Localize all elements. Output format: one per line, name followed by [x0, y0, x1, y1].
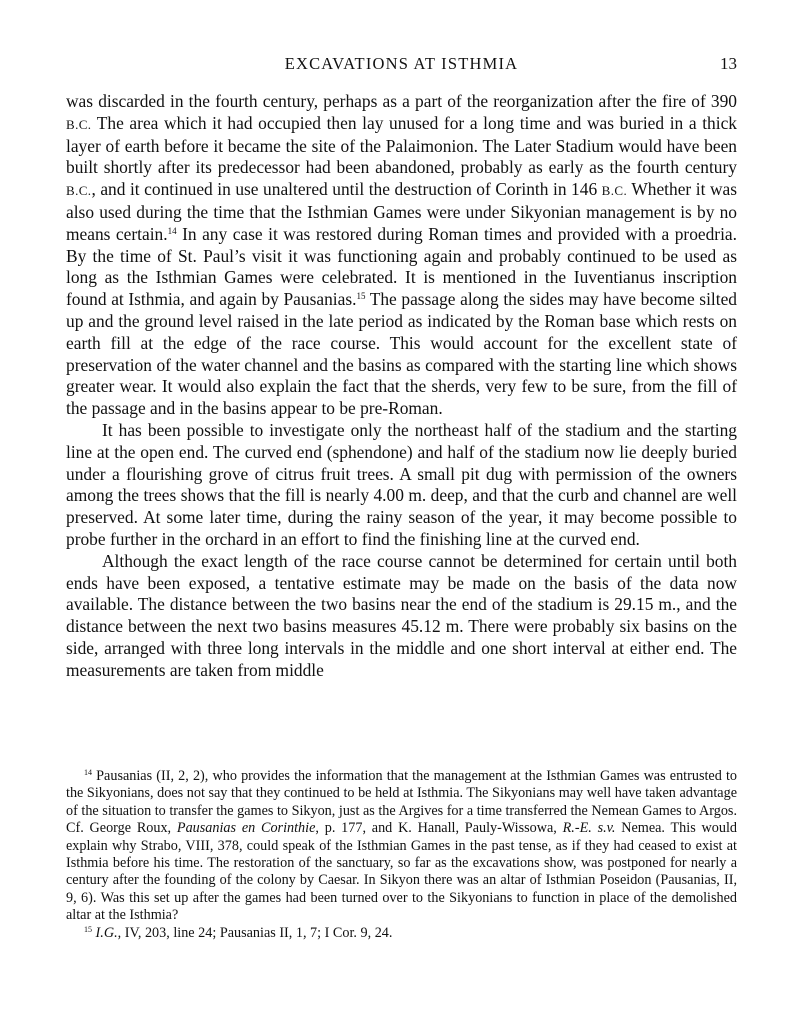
text-run: The area which it had occupied then lay unused for a long time and was buried in a thick layer of earth before it became the site of the Palaimonion. The Later Stadium would have been built shortly after its predecessor had been abandoned, probably as early as the fourth century [66, 112, 737, 178]
text-run: The passage along the sides may have become silted up and the ground level raised in the late period as indicated by the Roman base which rests on earth fill at the edge of the race course. This would account for the excellent state of preservation of the water channel and the basins as compared with the starting line which shows greater wear. It would also explain the fact that the sherds, very few to be sure, from the fill of the passage and in the basins appear to be pre-Roman. [66, 289, 737, 419]
reference-abbrev: R.-E. s.v. [562, 820, 616, 837]
footnotes [66, 768, 737, 942]
footnote-number: 14 [84, 768, 92, 777]
page-header [66, 54, 737, 78]
paragraph-1 [66, 91, 737, 420]
era-abbrev: B.C. [66, 183, 92, 199]
footnote-ref-15[interactable]: 15 [356, 291, 366, 302]
text-run: , and it continued in use unaltered until the destruction of Corinth in 146 [91, 179, 602, 200]
era-abbrev: B.C. [601, 183, 628, 199]
text-run: , p. 177, and K. Hanall, Pauly-Wissowa, [315, 820, 563, 837]
footnote-14 [66, 768, 737, 925]
reference-abbrev: I.G. [95, 924, 118, 941]
text-run: In any case it was restored during Roman times and provided with a proedria. By the time of St. Paul’s visit it was functioning again and probably continued to be used as long as the Isthmian Games were celebrated. It is mentioned in the Iuventianus inscription found at Isthmia, and again by Pausanias. [66, 223, 737, 310]
footnote-number: 15 [84, 924, 92, 934]
text-run: Pausanias (II, 2, 2), who provides the information that the management at the Isthmian Games was entrusted to the Sikyonians, does not say that they continued to be held at Isthmia. The Sikyonians may well have taken advantage of the situation to transfer the games to Sikyon, just as the Argives for a time transferred the Nemean Games to Argos. Cf. George Roux, [66, 768, 737, 837]
era-abbrev: B.C. [66, 116, 92, 132]
running-head: EXCAVATIONS AT ISTHMIA [284, 54, 519, 73]
book-title: Pausanias en Corinthie [176, 820, 316, 837]
paragraph-2: It has been possible to investigate only the northeast half of the stadium and the starting line at the open end. The curved end (sphendone) and half of the stadium now lie deeply buried under a flourishing grove of citrus fruit trees. A small pit dug with permission of the owners among the trees shows that the fill is nearly 4.00 m. deep, and that the curb and channel are well preserved. At some later time, during the rainy season of the year, it may become possible to probe further in the orchard in an effort to find the finishing line at the curved end. [66, 419, 737, 549]
text-run: , IV, 203, line 24; Pausanias II, 1, 7; I Cor. 9, 24. [117, 924, 393, 941]
text-run: Whether it was also used during the time that the Isthmian Games were under Sikyonian management is by no means certain. [66, 179, 737, 244]
footnote-ref-14[interactable]: 14 [167, 225, 177, 236]
paragraph-3: Although the exact length of the race course cannot be determined for certain until both ends have been exposed, a tentative estimate may be made on the basis of the data now available. The distance between the two basins near the end of the stadium is 29.15 m., and the distance between the next two basins measures 45.12 m. There were probably six basins on the side, arranged with three long intervals in the middle and one short interval at either end. The measurements are taken from middle [66, 550, 737, 680]
body-text [66, 91, 737, 682]
text-run: Nemea. This would explain why Strabo, VIII, 378, could speak of the Isthmian Games in the past tense, as if they had ceased to exist at Isthmia before his time. The restoration of the sanctuary, so far as the excavations show, was postponed for nearly a century after the founding of the colony by Caesar. In Sikyon there was an altar of Isthmian Poseidon (Pausanias, II, 9, 6). Was this set up after the games had been turned over to the Sikyonians to function in place of the demolished altar at the Isthmia? [66, 820, 737, 924]
page-number: 13 [720, 54, 737, 73]
footnote-15 [66, 925, 737, 942]
text-run: was discarded in the fourth century, perhaps as a part of the reorganization after the fire of 390 [66, 91, 737, 111]
